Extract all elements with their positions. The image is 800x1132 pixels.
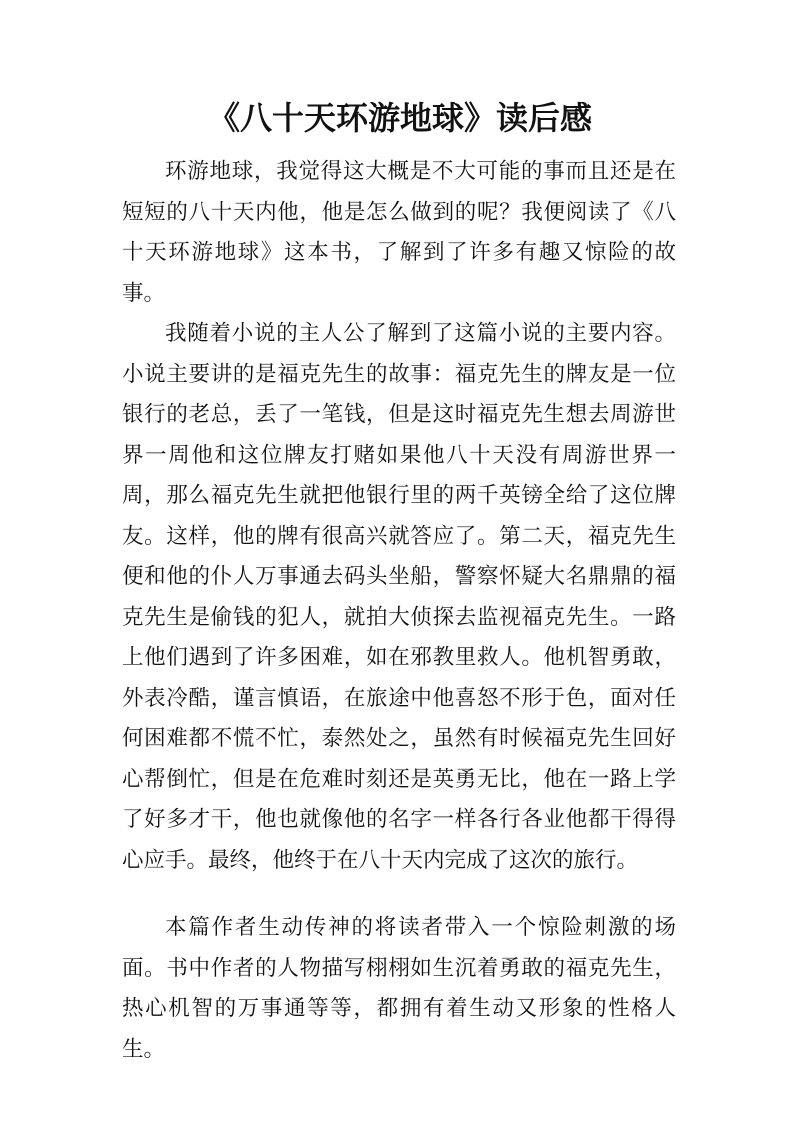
paragraph-conclusion: [122, 908, 676, 1070]
paragraph-text: 我随着小说的主人公了解到了这篇小说的主要内容。小说主要讲的是福克先生的故事：福克先生的牌友是一位银行的老总，丢了一笔钱，但是这时福克先生想去周游世界一周他和这位牌友打赌如果他八十天没有周游世界一周，那么福克先生就把他银行里的两千英镑全给了这位牌友。这样，他的牌有很高兴就答应了。第二天，福克先生便和他的仆人万事通去码头坐船，警察怀疑大名鼎鼎的福克先生是偷钱的犯人，就拍大侦探去监视福克先生。一路上他们遇到了许多困难，如在邪教里救人。他机智勇敢，外表冷酷，谨言慎语，在旅途中他喜怒不形于色，面对任何困难都不慌不忙，泰然处之，虽然有时候福克先生回好心帮倒忙，但是在危难时刻还是英勇无比，他在一路上学了好多才干，他也就像他的名字一样各行各业他都干得得心应手。最终，他终于在八十天内完成了这次的旅行。: [122, 321, 676, 873]
paragraph-text: 环游地球，我觉得这大概是不大可能的事而且还是在短短的八十天内他，他是怎么做到的呢？我便阅读了《八十天环游地球》这本书，了解到了许多有趣又惊险的故事。: [122, 159, 676, 306]
paragraph-text: 本篇作者生动传神的将读者带入一个惊险刺激的场面。书中作者的人物描写栩栩如生沉着勇敢的福克先生，热心机智的万事通等等，都拥有着生动又形象的性格人生。: [122, 915, 676, 1062]
paragraph-summary: [122, 314, 676, 881]
page-title: 《八十天环游地球》读后感: [207, 99, 592, 137]
paragraph-intro: [122, 152, 676, 314]
